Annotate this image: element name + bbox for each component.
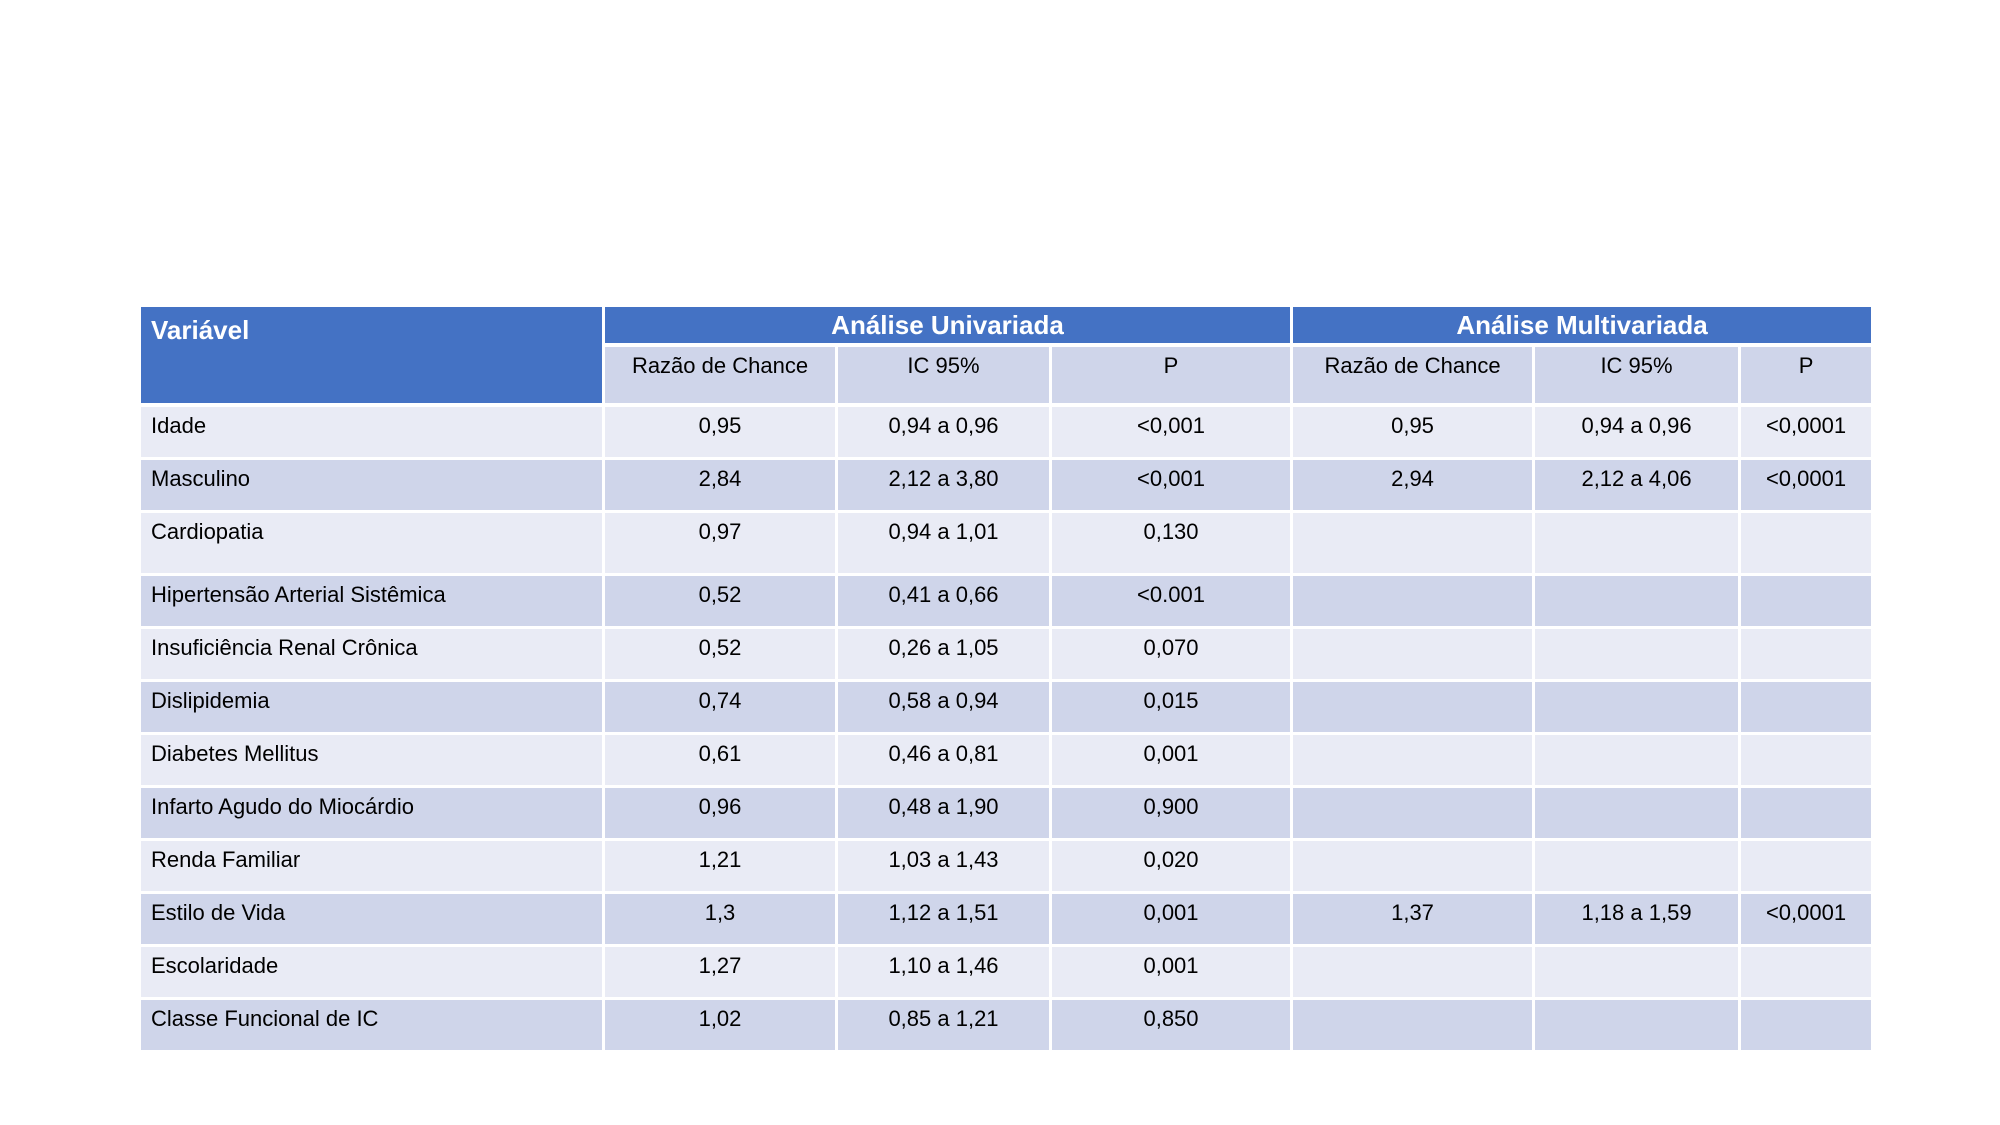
table-row — [140, 893, 1873, 946]
cell-multi-p — [1740, 840, 1873, 893]
cell-uni-p: <0,001 — [1051, 405, 1292, 459]
cell-variable: Classe Funcional de IC — [140, 999, 604, 1052]
cell-multi-ci — [1534, 946, 1740, 999]
cell-multi-odds-ratio — [1292, 575, 1534, 628]
cell-variable: Insuficiência Renal Crônica — [140, 628, 604, 681]
cell-variable: Hipertensão Arterial Sistêmica — [140, 575, 604, 628]
cell-multi-ci — [1534, 999, 1740, 1052]
cell-variable: Infarto Agudo do Miocárdio — [140, 787, 604, 840]
cell-uni-ci: 0,94 a 0,96 — [837, 405, 1051, 459]
cell-uni-p: 0,001 — [1051, 893, 1292, 946]
results-table-container — [138, 304, 1871, 1053]
header-uni-odds-ratio: Razão de Chance — [604, 345, 837, 405]
cell-multi-ci — [1534, 628, 1740, 681]
cell-uni-odds-ratio: 0,74 — [604, 681, 837, 734]
cell-multi-ci — [1534, 787, 1740, 840]
table-row — [140, 575, 1873, 628]
cell-multi-ci — [1534, 734, 1740, 787]
table-row — [140, 512, 1873, 575]
table-row — [140, 681, 1873, 734]
cell-multi-odds-ratio — [1292, 787, 1534, 840]
cell-uni-p: <0.001 — [1051, 575, 1292, 628]
cell-uni-ci: 0,85 a 1,21 — [837, 999, 1051, 1052]
cell-uni-odds-ratio: 0,95 — [604, 405, 837, 459]
cell-multi-ci — [1534, 840, 1740, 893]
cell-multi-odds-ratio — [1292, 734, 1534, 787]
cell-multi-p — [1740, 787, 1873, 840]
cell-uni-p: 0,001 — [1051, 734, 1292, 787]
cell-uni-ci: 0,26 a 1,05 — [837, 628, 1051, 681]
cell-multi-p — [1740, 512, 1873, 575]
cell-variable: Diabetes Mellitus — [140, 734, 604, 787]
cell-uni-ci: 0,41 a 0,66 — [837, 575, 1051, 628]
cell-uni-p: 0,850 — [1051, 999, 1292, 1052]
cell-multi-p — [1740, 946, 1873, 999]
cell-uni-ci: 1,03 a 1,43 — [837, 840, 1051, 893]
cell-multi-p — [1740, 575, 1873, 628]
header-univariate-group: Análise Univariada — [604, 306, 1292, 346]
cell-multi-odds-ratio — [1292, 512, 1534, 575]
cell-multi-odds-ratio: 0,95 — [1292, 405, 1534, 459]
table-body — [140, 405, 1873, 1052]
cell-variable: Dislipidemia — [140, 681, 604, 734]
cell-multi-p: <0,0001 — [1740, 459, 1873, 512]
table-row — [140, 405, 1873, 459]
header-multi-p: P — [1740, 345, 1873, 405]
header-uni-p: P — [1051, 345, 1292, 405]
cell-uni-odds-ratio: 0,96 — [604, 787, 837, 840]
header-multi-ci: IC 95% — [1534, 345, 1740, 405]
cell-uni-p: 0,015 — [1051, 681, 1292, 734]
cell-multi-ci — [1534, 681, 1740, 734]
cell-multi-ci — [1534, 512, 1740, 575]
cell-uni-ci: 0,46 a 0,81 — [837, 734, 1051, 787]
cell-multi-ci: 2,12 a 4,06 — [1534, 459, 1740, 512]
header-multivariate-group: Análise Multivariada — [1292, 306, 1873, 346]
cell-variable: Cardiopatia — [140, 512, 604, 575]
cell-variable: Idade — [140, 405, 604, 459]
cell-multi-p — [1740, 734, 1873, 787]
cell-multi-odds-ratio — [1292, 999, 1534, 1052]
cell-multi-p: <0,0001 — [1740, 405, 1873, 459]
cell-uni-ci: 0,94 a 1,01 — [837, 512, 1051, 575]
header-variable: Variável — [140, 306, 604, 406]
cell-multi-p: <0,0001 — [1740, 893, 1873, 946]
cell-uni-odds-ratio: 1,3 — [604, 893, 837, 946]
cell-multi-p — [1740, 681, 1873, 734]
cell-multi-odds-ratio: 1,37 — [1292, 893, 1534, 946]
cell-multi-odds-ratio — [1292, 628, 1534, 681]
table-row — [140, 787, 1873, 840]
cell-uni-odds-ratio: 2,84 — [604, 459, 837, 512]
cell-uni-ci: 1,12 a 1,51 — [837, 893, 1051, 946]
cell-multi-ci — [1534, 575, 1740, 628]
cell-uni-ci: 1,10 a 1,46 — [837, 946, 1051, 999]
cell-multi-odds-ratio — [1292, 681, 1534, 734]
cell-uni-p: 0,070 — [1051, 628, 1292, 681]
table-row — [140, 734, 1873, 787]
cell-multi-ci: 1,18 a 1,59 — [1534, 893, 1740, 946]
table-row — [140, 946, 1873, 999]
cell-uni-ci: 0,48 a 1,90 — [837, 787, 1051, 840]
cell-uni-odds-ratio: 0,61 — [604, 734, 837, 787]
table-row — [140, 459, 1873, 512]
cell-multi-odds-ratio — [1292, 946, 1534, 999]
cell-multi-odds-ratio: 2,94 — [1292, 459, 1534, 512]
cell-uni-ci: 2,12 a 3,80 — [837, 459, 1051, 512]
table-row — [140, 840, 1873, 893]
cell-uni-ci: 0,58 a 0,94 — [837, 681, 1051, 734]
cell-variable: Estilo de Vida — [140, 893, 604, 946]
cell-uni-odds-ratio: 0,52 — [604, 628, 837, 681]
header-multi-odds-ratio: Razão de Chance — [1292, 345, 1534, 405]
header-uni-ci: IC 95% — [837, 345, 1051, 405]
cell-uni-p: 0,900 — [1051, 787, 1292, 840]
cell-uni-p: 0,001 — [1051, 946, 1292, 999]
cell-uni-p: 0,020 — [1051, 840, 1292, 893]
cell-uni-odds-ratio: 0,97 — [604, 512, 837, 575]
odds-ratio-table — [138, 304, 1874, 1053]
cell-variable: Escolaridade — [140, 946, 604, 999]
cell-variable: Masculino — [140, 459, 604, 512]
cell-uni-odds-ratio: 1,21 — [604, 840, 837, 893]
cell-multi-p — [1740, 999, 1873, 1052]
table-row — [140, 999, 1873, 1052]
cell-multi-ci: 0,94 a 0,96 — [1534, 405, 1740, 459]
cell-uni-p: 0,130 — [1051, 512, 1292, 575]
cell-uni-odds-ratio: 0,52 — [604, 575, 837, 628]
cell-variable: Renda Familiar — [140, 840, 604, 893]
table-header — [140, 306, 1873, 406]
table-row — [140, 628, 1873, 681]
cell-uni-odds-ratio: 1,27 — [604, 946, 837, 999]
cell-uni-odds-ratio: 1,02 — [604, 999, 837, 1052]
cell-uni-p: <0,001 — [1051, 459, 1292, 512]
cell-multi-odds-ratio — [1292, 840, 1534, 893]
cell-multi-p — [1740, 628, 1873, 681]
